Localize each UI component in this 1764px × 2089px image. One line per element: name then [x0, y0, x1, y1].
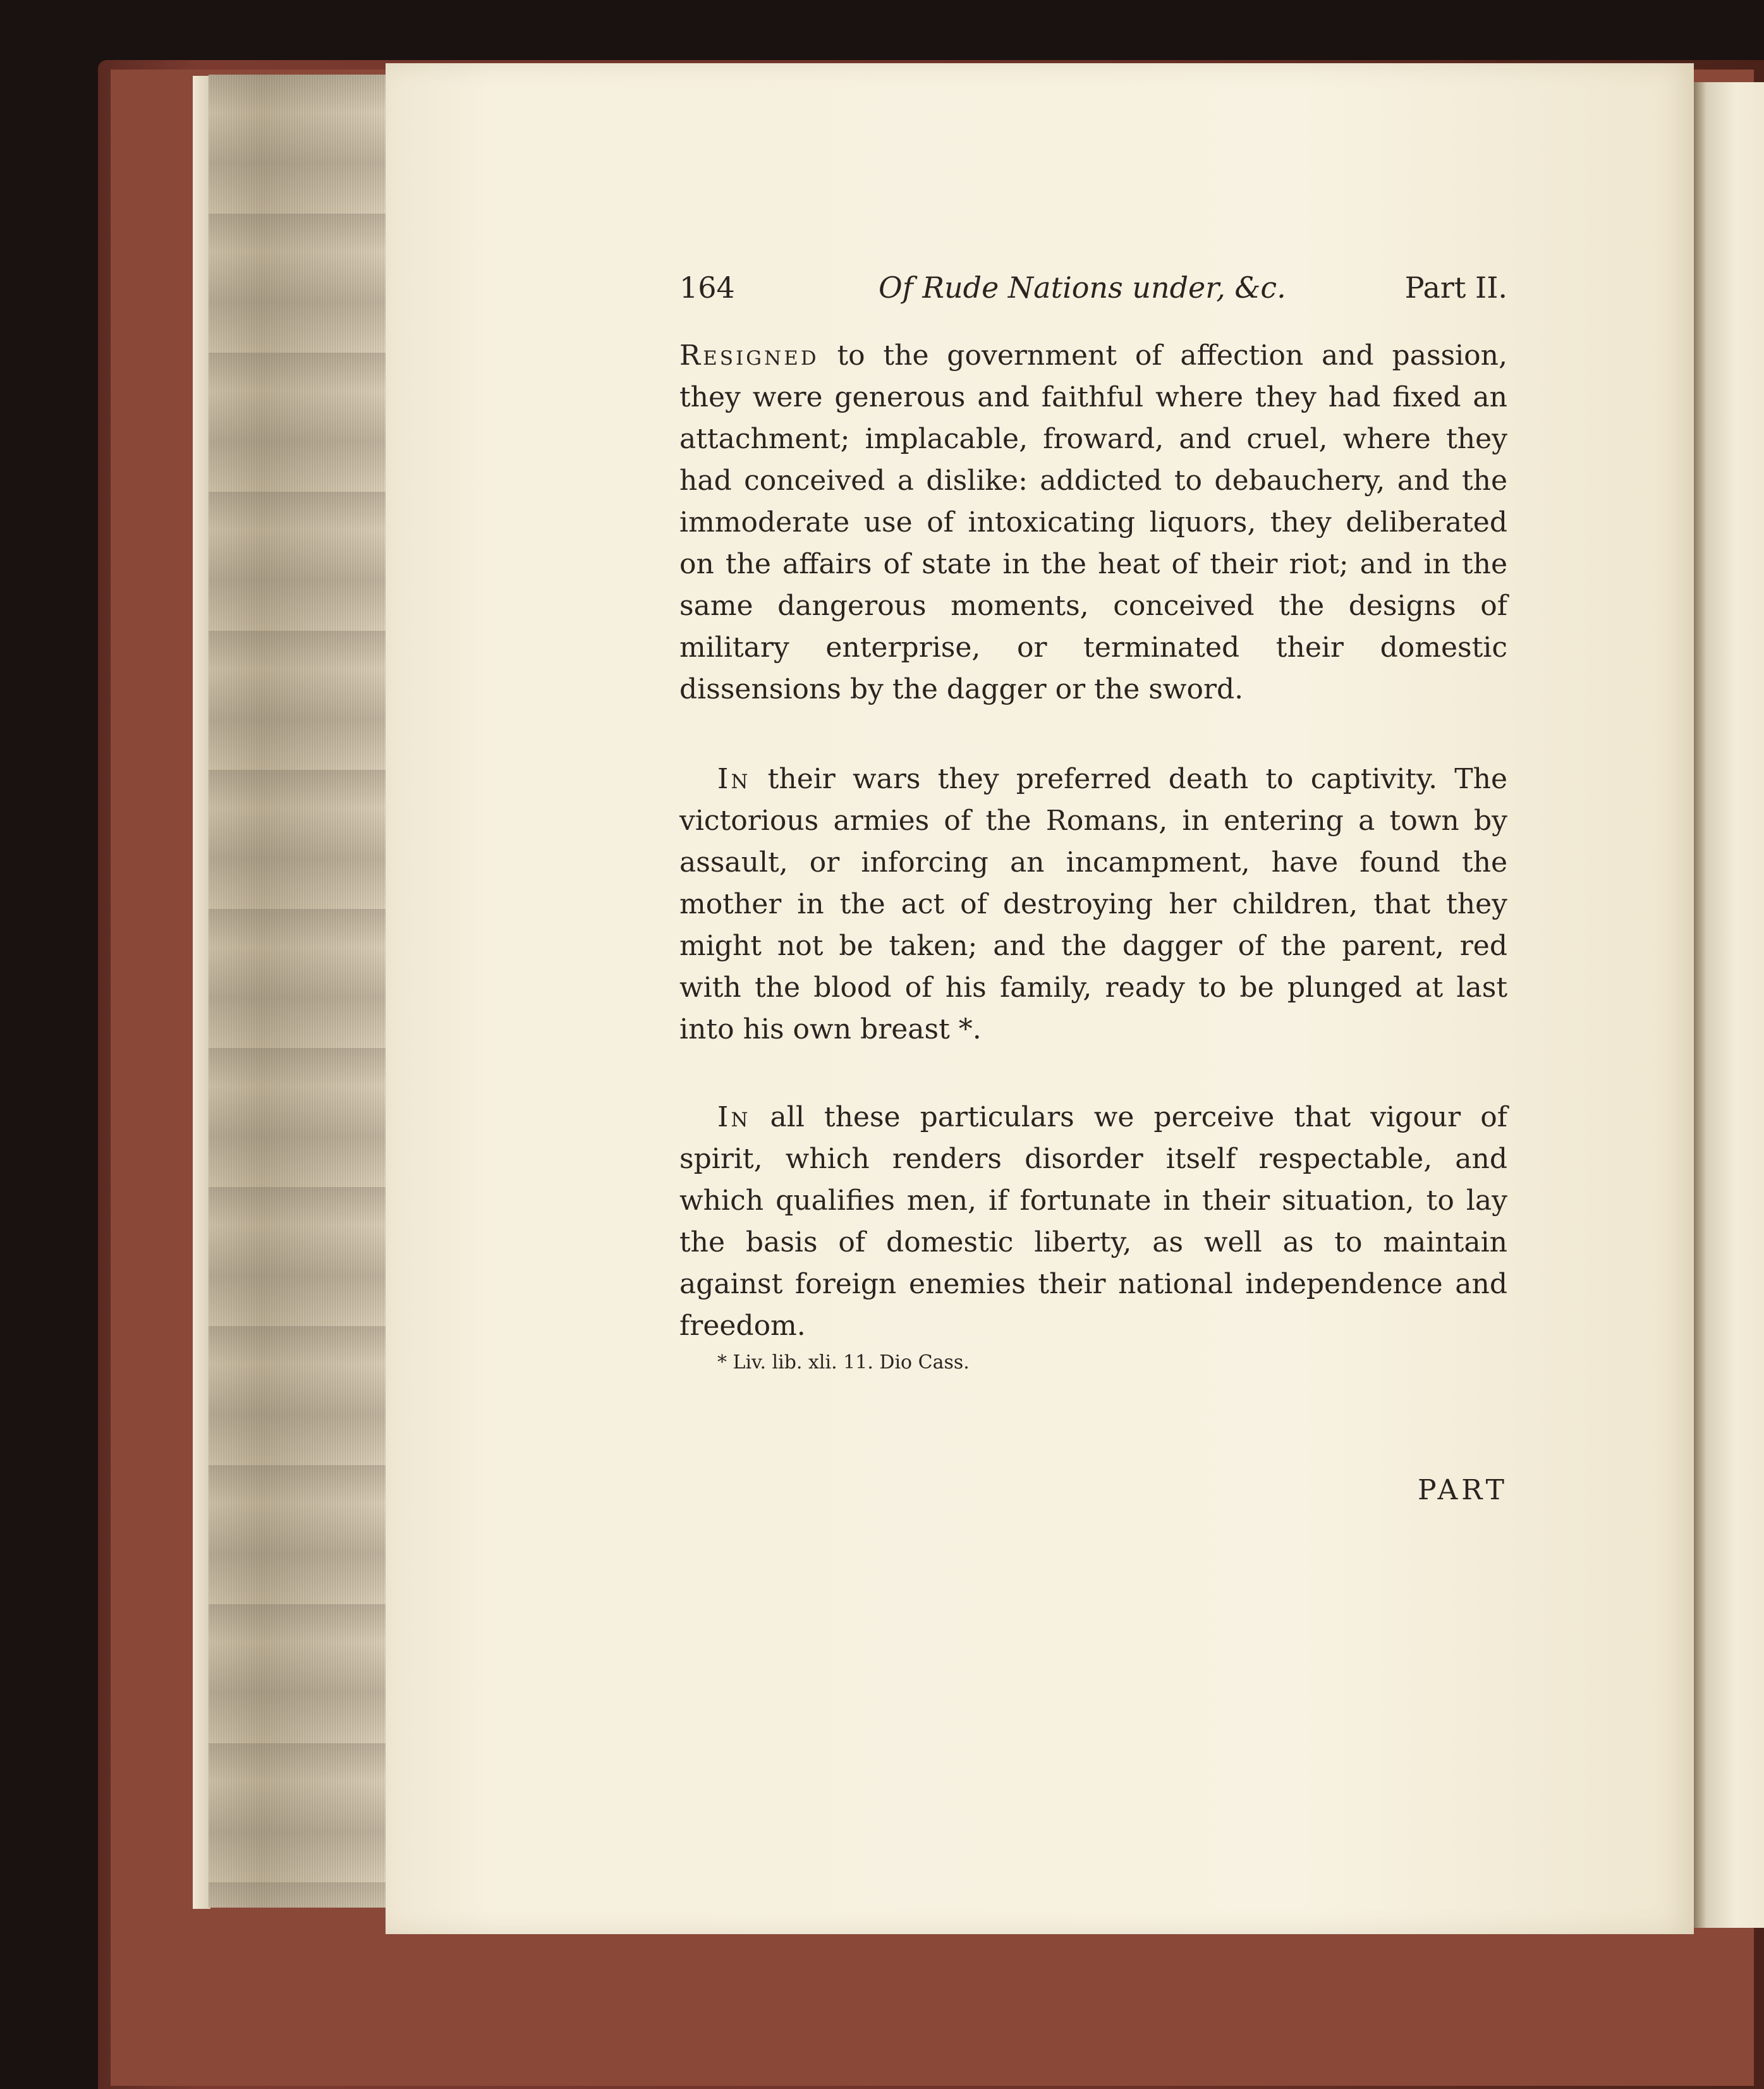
facing-page [1694, 82, 1764, 1928]
catchword: PART [1417, 1474, 1508, 1506]
page-stack-edge [209, 75, 389, 1908]
page-edge-strip [193, 76, 210, 1909]
paragraph-2 [679, 758, 1507, 1051]
paragraph-1 [679, 335, 1507, 710]
part-label: Part II. [1404, 271, 1507, 305]
paragraph-text: their wars they preferred death to captivity. The victorious armies of the Romans, in entering a town by assault, or inforcing an incampment, have found the mother in the act of destroying her children, that they might not be taken; and the dagger of the parent, red with the blood of his family, ready to be plunged at last into his own breast *. [679, 763, 1507, 1045]
running-header [679, 271, 1507, 315]
paragraph-lead: Resigned [679, 339, 819, 372]
paragraph-3 [679, 1097, 1507, 1347]
paragraph-lead: In [717, 763, 751, 795]
paragraph-lead: In [717, 1101, 751, 1133]
footnote: * Liv. lib. xli. 11. Dio Cass. [717, 1351, 970, 1373]
page-number: 164 [679, 271, 735, 305]
paragraph-text: to the government of affection and passion, they were generous and faithful where they had fixed an attachment; implacable, froward, and cruel, where they had conceived a dislike: addicted to debauchery, and the immoderate use of intoxicating liquors, they deliberated on the affairs of state in the heat of their riot; and in the same dangerous moments, conceived the designs of military enterprise, or terminated their domestic dissensions by the dagger or the sword. [679, 339, 1507, 705]
paragraph-text: all these particulars we perceive that vigour of spirit, which renders disorder itself respectable, and which qualifies men, if fortunate in their situation, to lay the basis of domestic liberty, as well as to maintain against foreign enemies their national independence and freedom. [679, 1101, 1507, 1342]
running-title: Of Rude Nations under, &c. [879, 271, 1286, 305]
